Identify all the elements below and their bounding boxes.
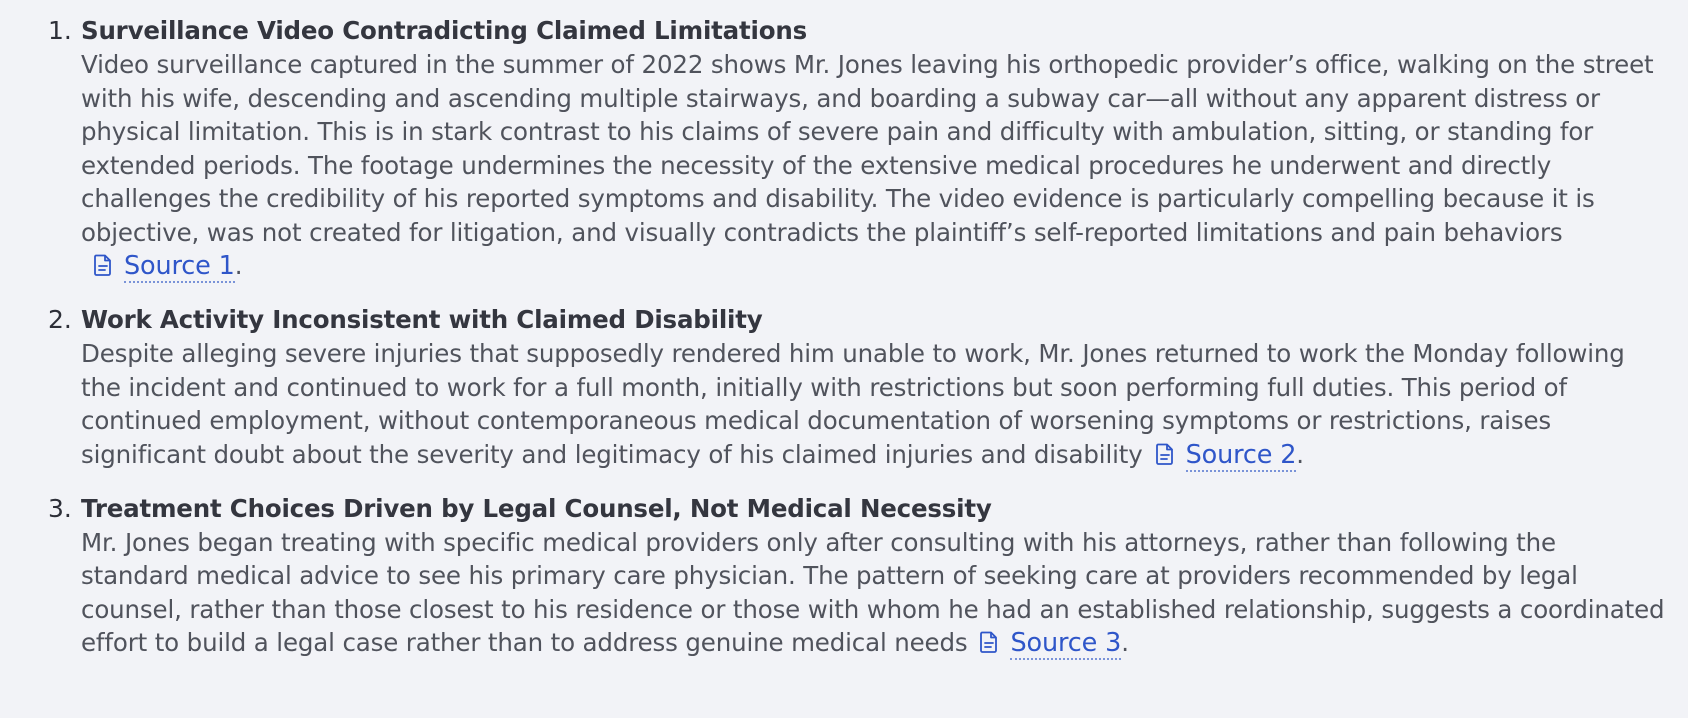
document-icon [979, 630, 999, 654]
source-label: Source 3 [1010, 628, 1122, 658]
item-number: 2. [48, 305, 72, 334]
source-link-3[interactable] [979, 627, 1121, 660]
item-number: 1. [48, 16, 72, 45]
source-label: Source 2 [1185, 439, 1297, 470]
item-title: Work Activity Inconsistent with Claimed Disability [81, 305, 763, 334]
item-number: 3. [48, 493, 72, 523]
item-title: Surveillance Video Contradicting Claimed Limitations [81, 16, 807, 45]
list-item-1 [0, 14, 1688, 283]
document-icon [1155, 442, 1175, 466]
item-title: Treatment Choices Driven by Legal Counsel, Not Medical Necessity [81, 493, 992, 523]
source-link-1[interactable] [93, 250, 235, 283]
list-item-2 [0, 303, 1688, 472]
item-body-text: Despite alleging severe injuries that supposedly rendered him unable to work, Mr. Jones returned to work the Monday following the incident and continued to work for a full month, initially with restrictions but soon performing full duties. This period of continued employment, without contemporaneous medical documentation of worsening symptoms or restrictions, raises significant doubt about the severity and legitimacy of his claimed injuries and disability [81, 339, 1625, 469]
sentence-period: . [234, 251, 243, 280]
item-body-text: Mr. Jones began treating with specific medical providers only after consulting with his attorneys, rather than following the standard medical advice to see his primary care physician. The pattern of seeking care at providers recommended by legal counsel, rather than those closest to his residence or those with whom he had an established relationship, suggests a coordinated effort to build a legal case rather than to address genuine medical needs [81, 527, 1665, 657]
document-icon [93, 253, 113, 277]
source-label: Source 1 [124, 251, 235, 281]
numbered-findings-list [0, 14, 1688, 680]
sentence-period: . [1296, 439, 1304, 469]
item-body [81, 526, 1666, 661]
item-body [81, 337, 1666, 472]
item-body [81, 48, 1666, 283]
source-link-2[interactable] [1155, 439, 1297, 472]
item-body-text: Video surveillance captured in the summer of 2022 shows Mr. Jones leaving his orthopedic provider’s office, walking on the street with his wife, descending and ascending multiple stairways, and boarding a subway car—all without any apparent distress or physical limitation. This is in stark contrast to his claims of severe pain and difficulty with ambulation, sitting, or standing for extended periods. The footage undermines the necessity of the extensive medical procedures he underwent and directly challenges the credibility of his reported symptoms and disability. The video evidence is particularly compelling because it is objective, was not created for litigation, and visually contradicts the plaintiff’s self-reported limitations and pain behaviors [81, 50, 1654, 247]
list-item-3 [0, 492, 1688, 661]
sentence-period: . [1121, 628, 1129, 657]
